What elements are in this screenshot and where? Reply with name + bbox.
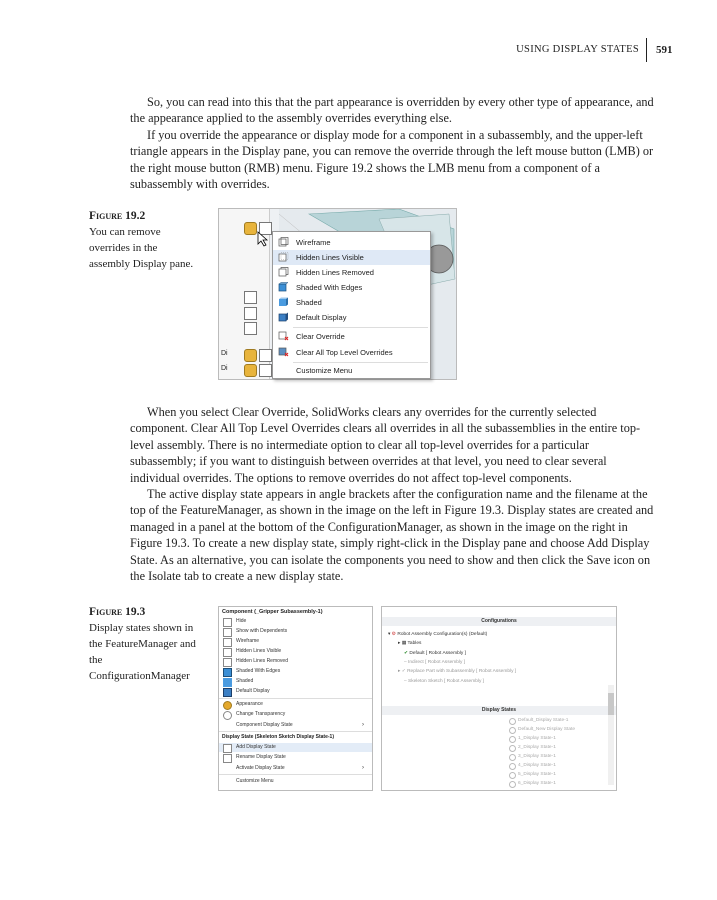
display-mode-icon bbox=[244, 307, 257, 320]
figure-19-2-caption bbox=[89, 208, 199, 272]
running-head bbox=[0, 42, 717, 62]
display-state-section-header: Display State (Skeleton Sketch Display State-1) bbox=[222, 734, 334, 740]
display-state-icon bbox=[509, 718, 516, 725]
hidden-lines-removed-icon bbox=[223, 658, 232, 667]
caption-text: Display states shown in the FeatureManager and the ConfigurationManager bbox=[89, 622, 196, 682]
menu-item-wireframe[interactable]: Wireframe bbox=[273, 235, 430, 250]
display-states-title: Display States bbox=[382, 706, 616, 715]
display-state-item[interactable]: Default_New Display State bbox=[382, 726, 616, 734]
menu-item-show-with-dependents[interactable]: Show with Dependents bbox=[219, 627, 372, 636]
display-state-item[interactable]: 4_Display State-1 bbox=[382, 762, 616, 770]
display-state-icon bbox=[509, 727, 516, 734]
appearance-icon bbox=[244, 364, 257, 377]
menu-item-customize-menu[interactable]: Customize Menu bbox=[236, 778, 274, 784]
hide-icon bbox=[223, 618, 232, 627]
menu-separator bbox=[219, 731, 372, 732]
menu-item-shaded[interactable]: Shaded bbox=[273, 295, 430, 310]
menu-separator bbox=[293, 327, 428, 328]
config-item-replace-part[interactable]: ▸ ✓ Replace Part with Subassembly [ Robot Assembly ] bbox=[398, 669, 517, 674]
mouse-cursor-icon bbox=[257, 231, 269, 247]
display-state-item[interactable]: 2_Display State-1 bbox=[382, 744, 616, 752]
paragraph: When you select Clear Override, SolidWorks clears any overrides for the currently selected component. Clear All Top Level Overrides clears all overrides in all the subassemblies in the entire top-level assembly. There is no intermediate option to clear all top-level overrides for a particular subassembly; if you want to distinguish between overrides at that level, you need to clear several individual overrides. The options to remove overrides do not affect top-level components. bbox=[130, 405, 641, 485]
header-divider bbox=[646, 38, 647, 62]
display-state-icon bbox=[509, 736, 516, 743]
menu-item-add-display-state[interactable]: Add Display State bbox=[219, 743, 372, 752]
paragraph: So, you can read into this that the part appearance is overridden by every other type of appearance, and the appearance applied to the assembly overrides everything else. bbox=[130, 95, 654, 126]
menu-item-hidden-lines-visible[interactable]: Hidden Lines Visible bbox=[273, 250, 430, 265]
paragraph: The active display state appears in angle brackets after the configuration name and the filename at the top of the FeatureManager, as shown in the image on the left in Figure 19.3. Display states are created and managed in a panel at the bottom of the ConfigurationManager, as shown in the image on the right in Figure 19.3. To create a new display state, simply right-click in the Display pane and choose Add Display State. As an alternative, you can isolate the components you need to show and then click the Save icon on the Isolate tab to create a new display state. bbox=[130, 487, 654, 584]
paragraph: If you override the appearance or display mode for a component in a subassembly, and the upper-left triangle appears in the Display pane, you can remove the override through the left mouse button (LMB) or the right mouse button (RMB) menu. Figure 19.2 shows the LMB menu from a component of a subassembly with overrides. bbox=[130, 127, 654, 192]
display-state-item[interactable]: 5_Display State-1 bbox=[382, 771, 616, 779]
transparency-icon bbox=[223, 711, 232, 720]
default-display-icon bbox=[223, 688, 232, 697]
menu-item-shaded-with-edges[interactable]: Shaded With Edges bbox=[273, 280, 430, 295]
wireframe-icon bbox=[278, 237, 289, 247]
add-display-state-icon bbox=[223, 744, 232, 753]
body-text-2 bbox=[130, 404, 655, 584]
menu-separator bbox=[219, 774, 372, 775]
display-state-icon bbox=[509, 754, 516, 761]
shaded-icon bbox=[278, 297, 289, 307]
display-mode-icon bbox=[259, 349, 272, 362]
body-text-1 bbox=[130, 94, 655, 192]
display-state-item[interactable]: 6_Display State-1 bbox=[382, 780, 616, 788]
menu-item-clear-override[interactable]: Clear Override bbox=[273, 329, 430, 344]
figure-19-3-caption bbox=[89, 604, 199, 684]
figure-label: Figure 19.3 bbox=[89, 606, 146, 618]
menu-item-shaded[interactable]: Shaded bbox=[219, 677, 372, 686]
appearance-icon bbox=[244, 349, 257, 362]
configurations-title: Configurations bbox=[382, 617, 616, 626]
figure-label: Figure 19.2 bbox=[89, 210, 146, 222]
figure-19-2 bbox=[218, 208, 455, 381]
rename-icon bbox=[223, 754, 232, 763]
shaded-with-edges-icon bbox=[223, 668, 232, 677]
running-title: USING DISPLAY STATES bbox=[516, 44, 639, 55]
appearance-icon bbox=[223, 701, 232, 710]
display-state-item[interactable]: Default_Display State-1 bbox=[382, 717, 616, 725]
clear-override-icon bbox=[278, 331, 289, 341]
tree-label: Di bbox=[221, 350, 228, 357]
display-mode-icon bbox=[244, 291, 257, 304]
submenu-arrow-icon: › bbox=[362, 765, 364, 771]
context-menu[interactable] bbox=[272, 231, 431, 379]
menu-item-shaded-with-edges[interactable]: Shaded With Edges bbox=[219, 667, 372, 676]
display-state-icon bbox=[509, 781, 516, 788]
shaded-with-edges-icon bbox=[278, 282, 289, 292]
hidden-lines-removed-icon bbox=[278, 267, 289, 277]
config-item-default[interactable]: ✔ Default [ Robot Assembly ] bbox=[404, 651, 466, 656]
featuremanager-menu-screenshot bbox=[218, 606, 373, 791]
submenu-arrow-icon: › bbox=[362, 722, 364, 728]
menu-item-hidden-lines-removed[interactable]: Hidden Lines Removed bbox=[219, 657, 372, 666]
menu-item-activate-display-state[interactable]: Activate Display State › bbox=[236, 765, 364, 771]
tree-label: Di bbox=[221, 365, 228, 372]
menu-item-default-display[interactable]: Default Display bbox=[273, 310, 430, 325]
menu-item-default-display[interactable]: Default Display bbox=[219, 687, 372, 696]
menu-item-clear-all-top-level-overrides[interactable]: Clear All Top Level Overrides bbox=[273, 345, 430, 360]
menu-item-appearance[interactable]: Appearance bbox=[219, 700, 372, 709]
config-item-skeleton-sketch[interactable]: – Skeleton Sketch [ Robot Assembly ] bbox=[404, 679, 485, 684]
hidden-lines-visible-icon bbox=[278, 252, 289, 262]
menu-item-hidden-lines-visible[interactable]: Hidden Lines Visible bbox=[219, 647, 372, 656]
menu-item-component-display-state[interactable]: Component Display State › bbox=[236, 722, 364, 728]
display-state-item[interactable]: 1_Display State-1 bbox=[382, 735, 616, 743]
wireframe-icon bbox=[223, 638, 232, 647]
clear-all-overrides-icon bbox=[278, 347, 289, 357]
menu-item-hide[interactable]: Hide bbox=[219, 617, 372, 626]
display-state-icon bbox=[509, 763, 516, 770]
menu-header: Component (_Gripper Subassembly-1) bbox=[222, 609, 323, 615]
hidden-lines-visible-icon bbox=[223, 648, 232, 657]
menu-item-customize-menu[interactable]: Customize Menu bbox=[296, 366, 353, 375]
menu-item-change-transparency[interactable]: Change Transparency bbox=[219, 710, 372, 719]
menu-separator bbox=[219, 698, 372, 699]
display-state-icon bbox=[509, 745, 516, 752]
menu-item-wireframe[interactable]: Wireframe bbox=[219, 637, 372, 646]
display-mode-icon bbox=[244, 322, 257, 335]
default-display-icon bbox=[278, 312, 289, 322]
caption-text: You can remove overrides in the assembly Display pane. bbox=[89, 226, 194, 270]
menu-item-rename-display-state[interactable]: Rename Display State bbox=[219, 753, 372, 762]
assembly-icon bbox=[244, 222, 257, 235]
config-root[interactable]: ▾ ⚙ Robot Assembly Configuration(s) (Default) bbox=[388, 632, 488, 637]
shaded-icon bbox=[223, 678, 232, 687]
scrollbar-thumb[interactable] bbox=[608, 693, 614, 715]
page-number: 591 bbox=[656, 44, 673, 56]
display-state-item[interactable]: 3_Display State-1 bbox=[382, 753, 616, 761]
show-icon bbox=[223, 628, 232, 637]
display-state-icon bbox=[509, 772, 516, 779]
display-mode-icon bbox=[259, 364, 272, 377]
configurationmanager-screenshot bbox=[381, 606, 617, 791]
config-item-indirect[interactable]: – Indirect [ Robot Assembly ] bbox=[404, 660, 466, 665]
tables-node[interactable]: ▸ ▦ Tables bbox=[398, 641, 422, 646]
menu-item-hidden-lines-removed[interactable]: Hidden Lines Removed bbox=[273, 265, 430, 280]
